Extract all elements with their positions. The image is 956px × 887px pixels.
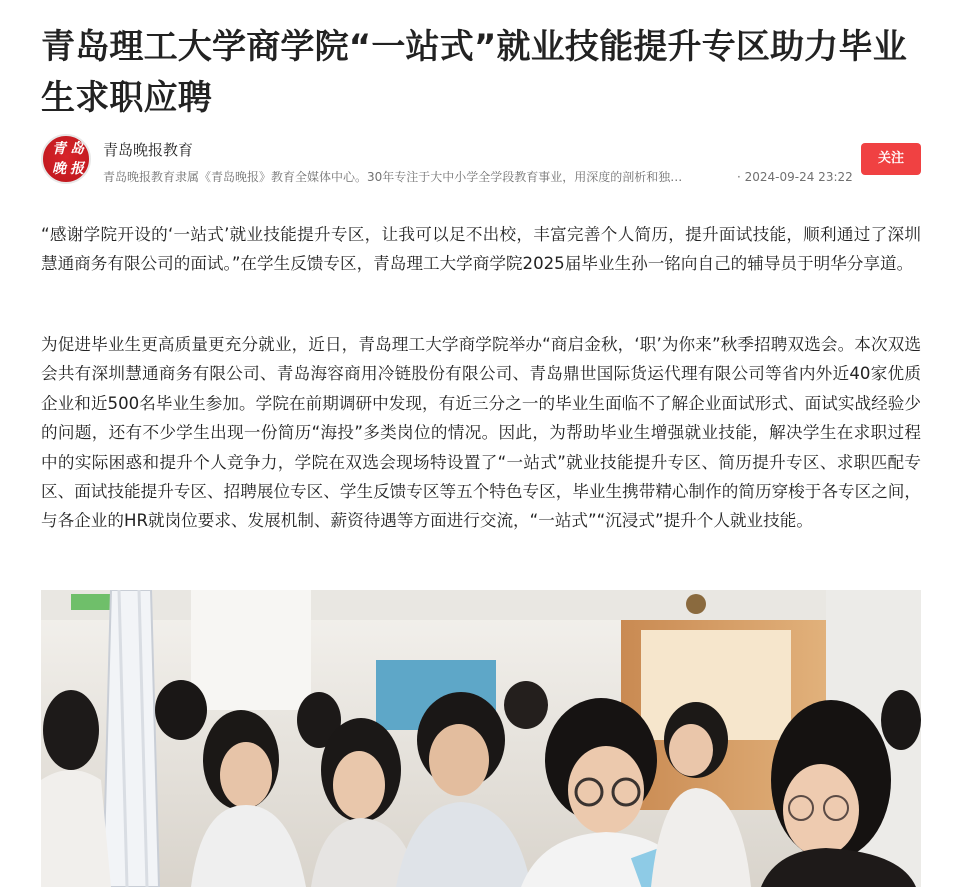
article-photo[interactable] — [41, 590, 921, 887]
job-fair-photo-illustration — [41, 590, 921, 887]
publish-time: · 2024-09-24 23:22 — [737, 170, 853, 184]
author-description: 青岛晚报教育隶属《青岛晚报》教育全媒体中心。30年专注于大中小学全学段教育事业，用深度的剖析和独… — [103, 170, 683, 184]
author-bar — [41, 134, 921, 186]
author-name[interactable]: 青岛晚报教育 — [103, 141, 194, 159]
follow-button[interactable]: 关注 — [861, 143, 921, 175]
article-title: 青岛理工大学商学院“一站式”就业技能提升专区助力毕业生求职应聘 — [41, 27, 907, 118]
article-paragraph: 为促进毕业生更高质量更充分就业，近日，青岛理工大学商学院举办“商启金秋，‘职’为你来”秋季招聘双选会。本次双选会共有深圳慧通商务有限公司、青岛海容商用冷链股份有限公司、青岛鼎世国际货运代理有限公司等省内外近40家优质企业和近500名毕业生参加。学院在前期调研中发现，有近三分之一的毕业生面临不了解企业面试形式、面试实战经验少的问题，还有不少学生出现一份简历“海投”多类岗位的情况。因此，为帮助毕业生增强就业技能，解决学生在求职过程中的实际困惑和提升个人竞争力，学院在双选会现场特设置了“一站式”就业技能提升专区、简历提升专区、求职匹配专区、面试技能提升专区、招聘展位专区、学生反馈专区等五个特色专区，毕业生携带精心制作的简历穿梭于各专区之间，与各企业的HR就岗位要求、发展机制、薪资待遇等方面进行交流，“一站式”“沉浸式”提升个人就业技能。 — [41, 335, 921, 531]
qingdao-evening-news-logo: 青 岛 晚 报 — [52, 141, 84, 177]
author-avatar[interactable] — [41, 134, 91, 184]
article-paragraph: “感谢学院开设的‘一站式’就业技能提升专区，让我可以足不出校，丰富完善个人简历，提升面试技能，顺利通过了深圳慧通商务有限公司的面试。”在学生反馈专区，青岛理工大学商学院2025届毕业生孙一铭向自己的辅导员于明华分享道。 — [41, 225, 921, 274]
